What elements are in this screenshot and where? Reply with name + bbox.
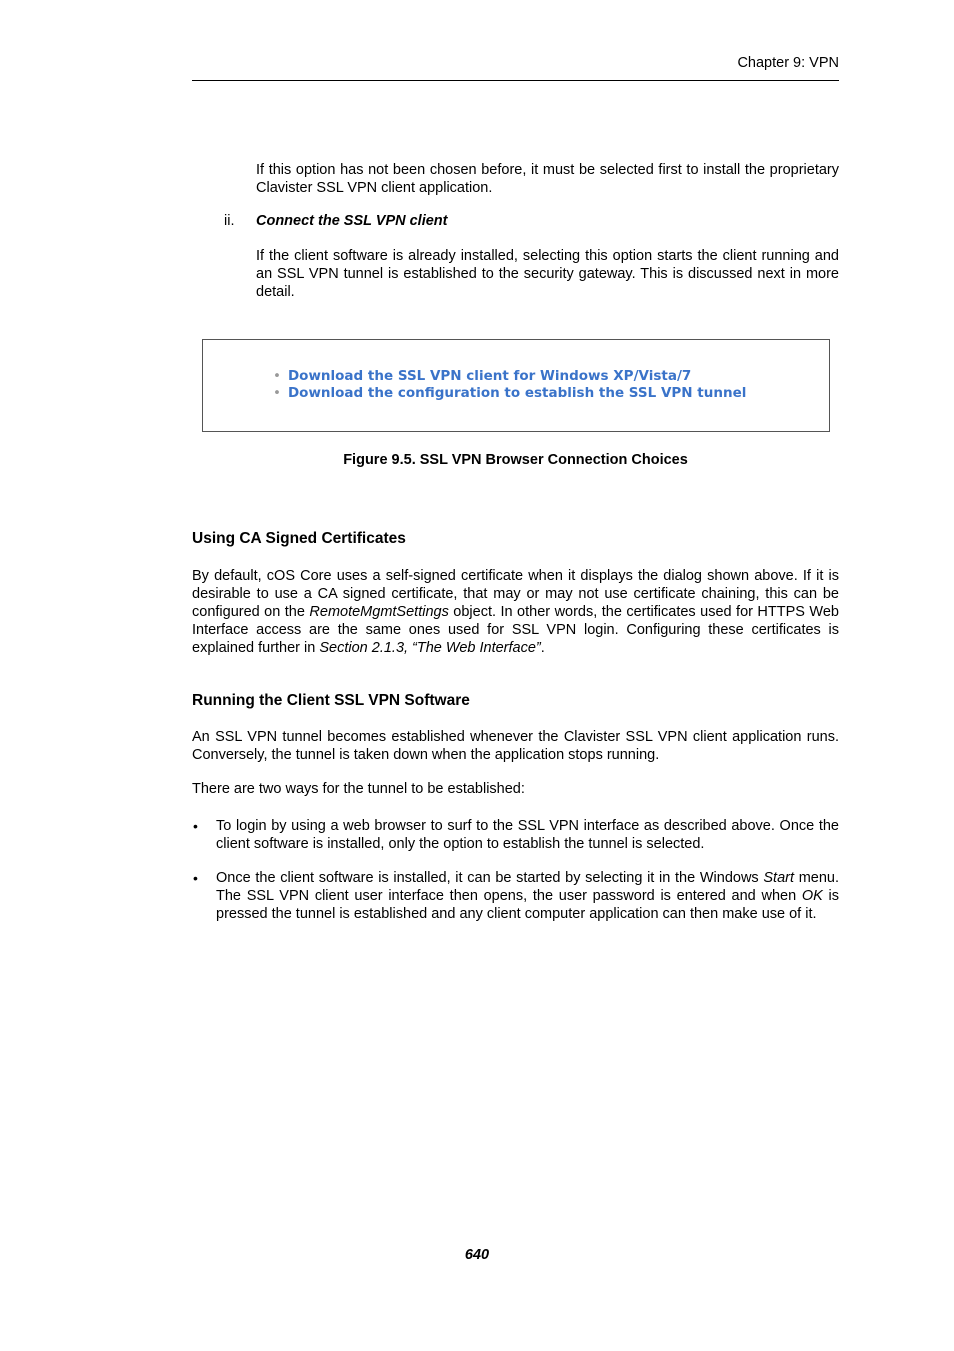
bullet-start-menu [216,869,839,923]
ok-term: OK [801,888,823,904]
start-text-2: menu. The SSL VPN client user interface then opens, the user password is entered and when [216,870,839,904]
bullet-icon: • [193,870,198,886]
header-divider [192,80,839,81]
figure-browser-choices [202,339,830,432]
option-connect-title: Connect the SSL VPN client [256,213,448,229]
ca-certificates-paragraph [192,567,839,657]
start-text-3: is pressed the tunnel is established and any client computer application can then make use of it. [216,888,840,922]
list-marker-ii: ii. [224,213,235,229]
section-heading-ca-certificates: Using CA Signed Certificates [192,530,406,547]
start-text-1: Once the client software is installed, it can be started by selecting it in the Windows [216,870,764,886]
bullet-icon: • [273,368,281,384]
download-config-link[interactable] [273,385,746,402]
bullet-web-browser-login: To login by using a web browser to surf to the SSL VPN interface as described above. Once the client software is installed, only the option to establish the tunnel is selected. [216,818,839,852]
remote-mgmt-settings-term: RemoteMgmtSettings [309,604,449,620]
page-number: 640 [464,1247,490,1263]
web-interface-section-link[interactable]: Section 2.1.3, “The Web Interface” [319,640,541,656]
option-install-description: If this option has not been chosen before, it must be selected first to install the proprietary Clavister SSL VPN client application. [256,162,839,196]
connection-choices-list [273,368,746,402]
start-menu-term: Start [763,870,794,886]
running-client-paragraph-1: An SSL VPN tunnel becomes established whenever the Clavister SSL VPN client application runs. Conversely, the tunnel is taken down when the application stops running. [192,729,839,763]
download-client-link[interactable] [273,368,746,385]
download-config-link-label: Download the configuration to establish the SSL VPN tunnel [287,385,747,401]
download-client-link-label: Download the SSL VPN client for Windows XP/Vista/7 [287,368,692,384]
figure-caption: Figure 9.5. SSL VPN Browser Connection Choices [343,452,688,468]
ca-text-1: By default, cOS Core uses a self-signed certificate when it displays the dialog shown above. If it is desirable to use a CA signed certificate, that may or may not use certificate chaining, this can be configured on the [192,568,839,620]
option-connect-description: If the client software is already installed, selecting this option starts the client running and an SSL VPN tunnel is established to the security gateway. This is discussed next in more detail. [256,248,839,300]
section-heading-running-client: Running the Client SSL VPN Software [192,692,470,709]
running-client-paragraph-2: There are two ways for the tunnel to be established: [192,781,525,797]
bullet-icon: • [273,385,281,401]
ca-text-2: object. In other words, the certificates used for HTTPS Web Interface access are the same ones used for SSL VPN login. Configuring these certificates is explained further in [192,604,839,656]
chapter-header: Chapter 9: VPN [737,55,839,71]
ca-text-3: . [540,640,545,656]
bullet-icon: • [193,818,198,834]
